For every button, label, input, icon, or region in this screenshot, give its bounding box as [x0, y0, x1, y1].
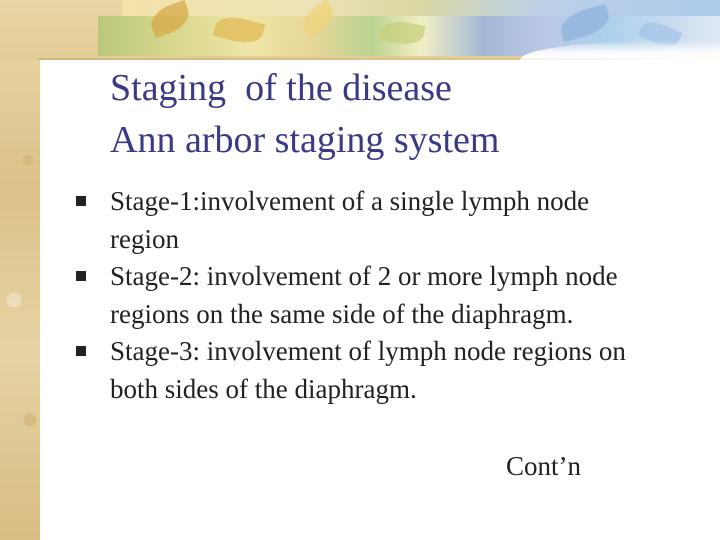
- slide-title-line-2: Ann arbor staging system: [110, 119, 500, 161]
- bullet-list: [0, 183, 720, 408]
- slide-title-line-1: Staging of the disease: [110, 67, 452, 109]
- slide-title: [110, 62, 700, 166]
- bullet-item-stage-2: [0, 258, 720, 333]
- panel-edge-shadow: [38, 58, 720, 60]
- bullet-item-stage-1: [0, 183, 720, 258]
- bullet-text: Stage-1:involvement of a single lymph node region: [110, 186, 590, 254]
- square-bullet-icon: [76, 271, 86, 281]
- bullet-text: Stage-3: involvement of lymph node regions on both sides of the diaphragm.: [110, 336, 626, 404]
- bullet-text: Stage-2: involvement of 2 or more lymph node regions on the same side of the diaphragm.: [110, 261, 618, 329]
- bullet-item-stage-3: [0, 333, 720, 408]
- continuation-note: Cont’n: [506, 451, 582, 481]
- square-bullet-icon: [76, 346, 86, 356]
- square-bullet-icon: [76, 196, 86, 206]
